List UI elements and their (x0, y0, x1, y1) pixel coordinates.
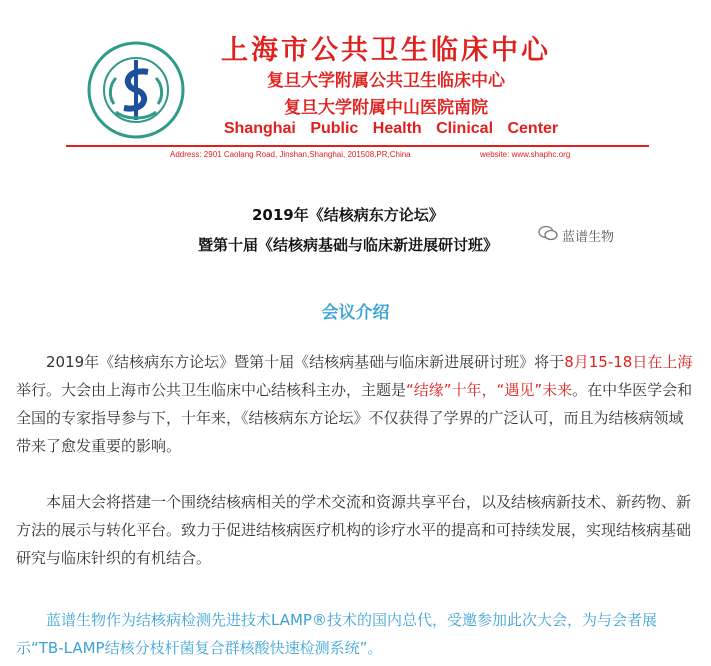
intro-paragraph-1 (16, 348, 696, 460)
hospital-address: Address: 2901 Caolang Road, Jinshan,Shanghai, 201508,PR,China (170, 150, 411, 159)
watermark-label: 蓝谱生物 (562, 229, 615, 245)
wechat-watermark (538, 225, 614, 245)
affiliation-zhongshan-south: 复旦大学附属中山医院南院 (284, 98, 488, 118)
para1-theme: “结缘”十年，“遇见”未来 (406, 381, 573, 399)
wechat-icon (538, 225, 558, 245)
para1-text-a: 2019年《结核病东方论坛》暨第十届《结核病基础与临床新进展研讨班》将于 (46, 353, 565, 371)
forum-subtitle: 暨第十届《结核病基础与临床新进展研讨班》 (198, 236, 499, 254)
conference-banner (66, 10, 649, 260)
affiliation-fudan-phcc: 复旦大学附属公共卫生临床中心 (267, 71, 505, 91)
para1-date: 8月15-18日在上海 (564, 353, 693, 371)
hospital-website: website: www.shaphc.org (480, 150, 571, 159)
para1-text-b: 举行。大会由上海市公共卫生临床中心结核科主办，主题是 (16, 381, 407, 399)
hospital-logo (86, 40, 186, 140)
section-title: 会议介绍 (321, 303, 390, 323)
para1-text-c: 。在中华医学会和全国的专家指导参与下，十年来，《结核病东方论坛》不仅获得了学界的广泛认可，而且为结核病领域带来了愈发重要的影响。 (16, 381, 693, 455)
intro-paragraph-2: 本届大会将搭建一个围绕结核病相关的学术交流和资源共享平台，以及结核病新技术、新药物、新方法的展示与转化平台。致力于促进结核病医疗机构的诊疗水平的提高和可持续发展，实现结核病基础研究与临床针织的有机结合。 (16, 493, 692, 567)
intro-paragraph-3: 蓝谱生物作为结核病检测先进技术LAMP®技术的国内总代，受邀参加此次大会，为与会者展示“TB-LAMP结核分枝杆菌复合群核酸快速检测系统”。 (16, 611, 657, 657)
forum-title: 2019年《结核病东方论坛》 (252, 206, 444, 224)
hospital-name: 上海市公共卫生临床中心 (221, 35, 551, 66)
hospital-english-name: Shanghai Public Health Clinical Center (223, 120, 559, 137)
